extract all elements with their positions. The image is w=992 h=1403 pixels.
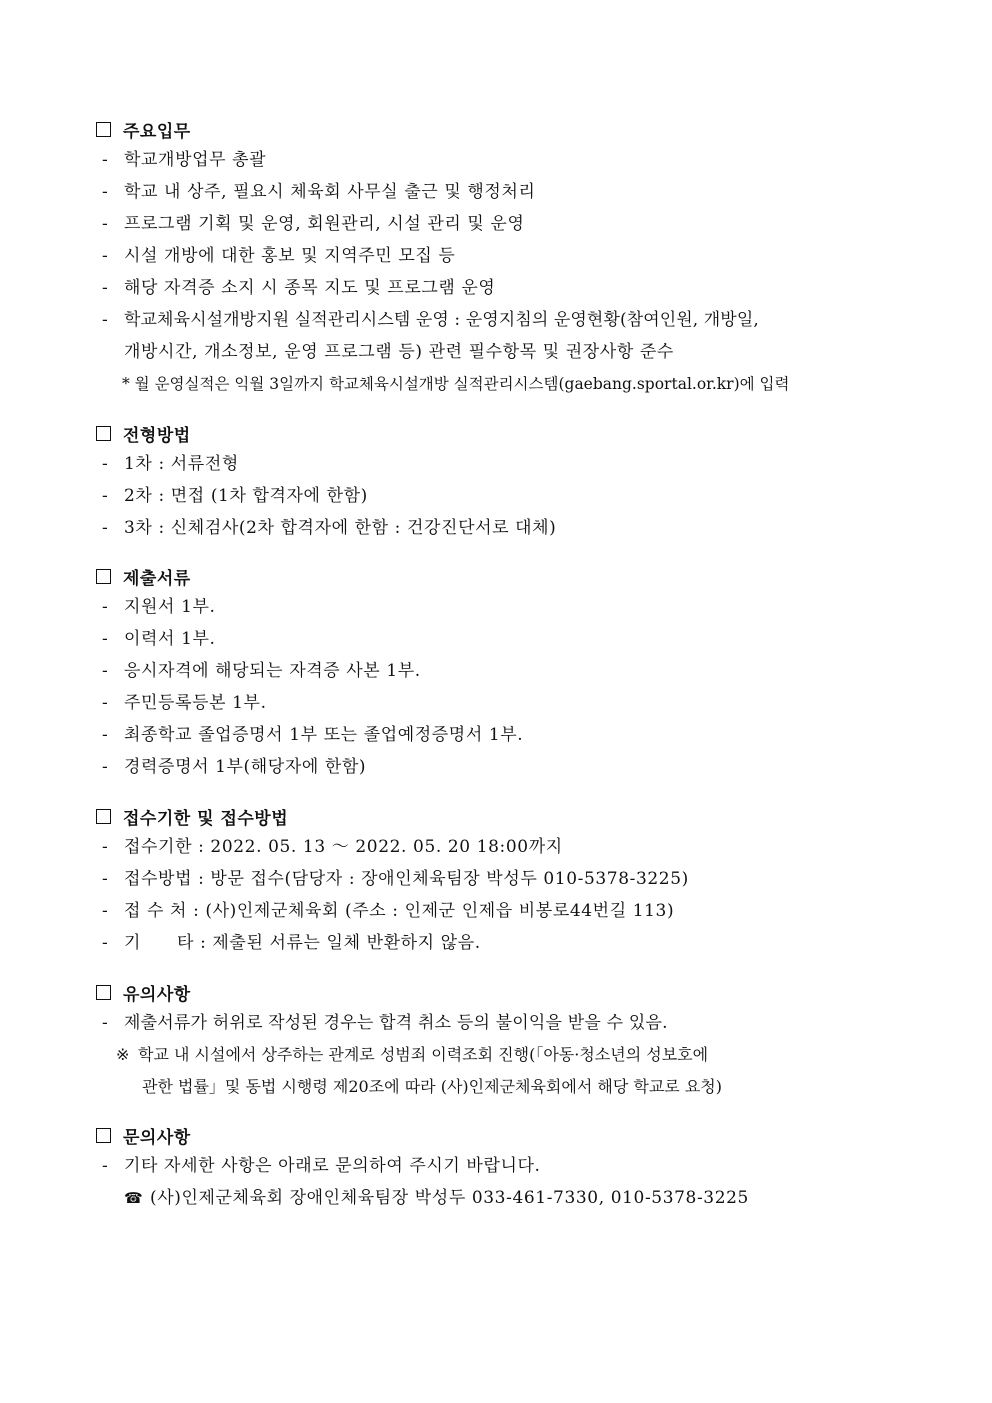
- section-title: 주요입무: [123, 121, 191, 142]
- list-item: - 1차 : 서류전형: [102, 454, 239, 474]
- section-cautions: [94, 977, 914, 1103]
- list-item: - 접 수 처 : (사)인제군체육회 (주소 : 인제군 인제읍 비봉로44번길 113): [102, 901, 675, 921]
- checkbox-square-icon: [96, 985, 111, 1000]
- section-inquiry: [94, 1120, 914, 1214]
- list-item: - 경력증명서 1부(해당자에 한함): [102, 757, 367, 777]
- list-item: - 학교개방업무 총괄: [102, 150, 267, 170]
- section-title: 전형방법: [123, 425, 191, 446]
- list-item: - 해당 자격증 소지 시 종목 지도 및 프로그램 운영: [102, 278, 496, 298]
- list-item: - 기 타 : 제출된 서류는 일체 반환하지 않음.: [102, 933, 481, 953]
- list-item: - 이력서 1부.: [102, 629, 216, 649]
- section-heading: [94, 418, 914, 448]
- list-item: - 제출서류가 허위로 작성된 경우는 합격 취소 등의 불이익을 받을 수 있음.: [102, 1013, 668, 1033]
- note-line-continuation: 관한 법률」및 동법 시행령 제20조에 따라 (사)인제군체육회에서 해당 학교로 요청): [142, 1077, 722, 1096]
- section-documents: [94, 561, 914, 783]
- section-heading: [94, 1120, 914, 1150]
- section-heading: [94, 114, 914, 144]
- list-item-continuation: 개방시간, 개소정보, 운영 프로그램 등) 관련 필수항목 및 권장사항 준수: [124, 342, 674, 362]
- section-duties: [94, 114, 914, 400]
- list-item: - 접수방법 : 방문 접수(담당자 : 장애인체육팀장 박성두 010-5378-3225): [102, 869, 689, 889]
- list-item: - 기타 자세한 사항은 아래로 문의하여 주시기 바랍니다.: [102, 1156, 541, 1176]
- section-title: 문의사항: [123, 1127, 191, 1148]
- section-heading: [94, 801, 914, 831]
- note-line: ※ 학교 내 시설에서 상주하는 관계로 성범죄 이력조회 진행(「아동·청소년의 성보호에: [94, 1039, 914, 1071]
- section-selection: [94, 418, 914, 544]
- list-item: - 지원서 1부.: [102, 597, 216, 617]
- checkbox-square-icon: [96, 122, 111, 137]
- contact-line: ☎ (사)인제군체육회 장애인체육팀장 박성두 033-461-7330, 010-5378-3225: [94, 1182, 914, 1214]
- list-item: - 주민등록등본 1부.: [102, 693, 267, 713]
- checkbox-square-icon: [96, 569, 111, 584]
- list-item: - 3차 : 신체검사(2차 합격자에 한함 : 건강진단서로 대체): [102, 518, 557, 538]
- list-item: - 접수기한 : 2022. 05. 13 ～ 2022. 05. 20 18:00까지: [102, 837, 563, 857]
- checkbox-square-icon: [96, 1128, 111, 1143]
- list-item: - 학교체육시설개방지원 실적관리시스템 운영 : 운영지침의 운영현황(참여인원, 개방일,: [102, 310, 759, 330]
- section-reception: [94, 801, 914, 959]
- list-item: - 최종학교 졸업증명서 1부 또는 졸업예정증명서 1부.: [102, 725, 524, 745]
- list-item: - 2차 : 면접 (1차 합격자에 한함): [102, 486, 368, 506]
- reference-mark-icon: ※: [116, 1045, 130, 1064]
- section-title: 접수기한 및 접수방법: [123, 808, 289, 829]
- phone-icon: ☎: [124, 1189, 144, 1207]
- section-title: 제출서류: [123, 568, 191, 589]
- checkbox-square-icon: [96, 426, 111, 441]
- list-item: - 응시자격에 해당되는 자격증 사본 1부.: [102, 661, 421, 681]
- section-title: 유의사항: [123, 984, 191, 1005]
- section-heading: [94, 977, 914, 1007]
- list-item: - 프로그램 기획 및 운영, 회원관리, 시설 관리 및 운영: [102, 214, 525, 234]
- list-item: - 시설 개방에 대한 홍보 및 지역주민 모집 등: [102, 246, 456, 266]
- checkbox-square-icon: [96, 809, 111, 824]
- section-heading: [94, 561, 914, 591]
- note-line: * 월 운영실적은 익월 3일까지 학교체육시설개방 실적관리시스템(gaebang.sportal.or.kr)에 입력: [122, 375, 790, 393]
- list-item: - 학교 내 상주, 필요시 체육회 사무실 출근 및 행정처리: [102, 182, 536, 202]
